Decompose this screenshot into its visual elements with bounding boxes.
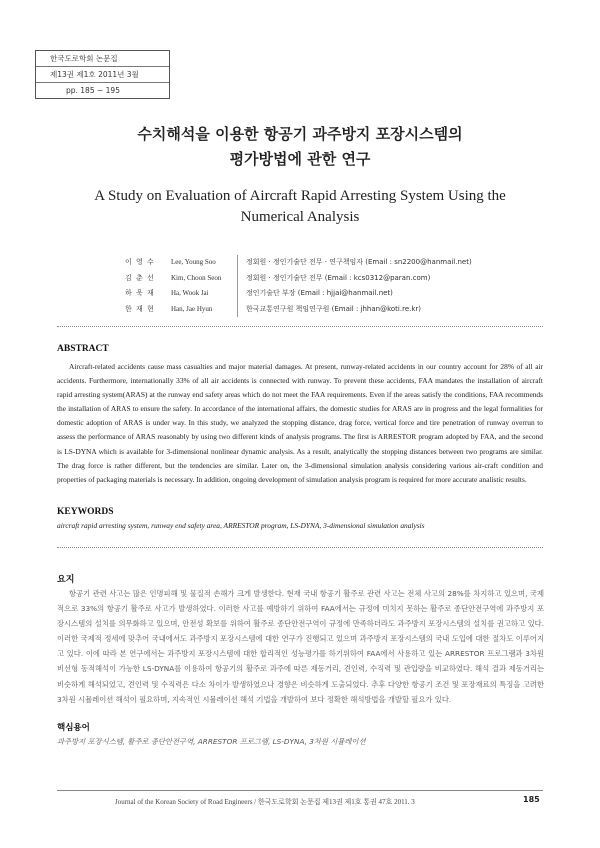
author-name-ko: 김 춘 선: [125, 273, 155, 282]
abstract-text: Aircraft-related accidents cause mass casualties and major material damages. At present, runway-related accidents in our country account for 28% of all air accidents. Furthermore, internationally 33% of all air accidents is connected with runway. To prevent these accidents, FAA mandates the installation of aircraft rapid arresting system(ARAS) at the runway end safety areas which do not meet the FAA requirements. Even if the areas satisfy the conditions, FAA recommends the installation of ARAS to ensure the safety. In accordance of the international affairs, the domestic studies for ARAS are in progress and the legal formalities for domestic adoption of ARAS is under way. In this study, we analyzed the stopping distance, drag force, vertical force and tire penetration of runway overrun to assess the performance of ARAS reasonably by using two different kinds of analysis programs. The first is ARRESTOR program adopted by FAA, and the second is LS-DYNA which is available for 3-dimensional nonlinear dynamic analysis. As a result, analytically the stopping distances between two programs are similar. The drag force is rather different, but the tendencies are similar. Later on, the 3-dimensional simulation analysis considering various air-craft condition and properties of packaging materials is necessary. In addition, ongoing development of simulation analysis program is required for more accurate analistic results.: [57, 362, 543, 484]
journal-pages: pp. 185 ~ 195: [66, 86, 120, 95]
korean-abstract-heading: 요지: [57, 575, 75, 585]
author-affiliation: 정회원 · 정인기술단 전무 (Email : kcs0312@paran.com): [237, 271, 430, 287]
author-row: [125, 302, 545, 318]
abstract-heading: ABSTRACT: [57, 344, 109, 354]
korean-keywords-text: 과주방지 포장시스템, 활주로 종단안전구역, ARRESTOR 프로그램, LS-DYNA, 3차원 시뮬레이션: [57, 737, 366, 746]
author-name-ko: 한 재 현: [125, 304, 155, 313]
journal-info-box: [35, 50, 170, 99]
author-affiliation: 한국교통연구원 책임연구원 (Email : jhhan@koti.re.kr): [237, 302, 421, 318]
author-name-en: Kim, Choon Seon: [171, 273, 222, 282]
author-name-en: Han, Jae Hyun: [171, 304, 213, 313]
journal-name: 한국도로학회 논문집: [36, 51, 169, 67]
korean-keywords-heading: 핵심용어: [57, 723, 90, 733]
english-title-line2: Numerical Analysis: [240, 209, 360, 225]
korean-title-line2: 평가방법에 관한 연구: [229, 150, 371, 168]
author-row: [125, 271, 545, 287]
author-name-en: Ha, Wook Jai: [171, 289, 209, 297]
divider: [57, 326, 543, 327]
korean-title-line1: 수치해석을 이용한 항공기 과주방지 포장시스템의: [137, 125, 463, 143]
journal-issue: 제13권 제1호 2011년 3월: [36, 67, 169, 83]
author-affiliation: 정회원 · 정인기술단 전무 · 연구책임자 (Email : sn2200@hanmail.net): [237, 255, 472, 271]
english-title: [0, 186, 600, 228]
footer-journal: Journal of the Korean Society of Road Engineers / 한국도로학회 논문집 제13권 제1호 통권 47호 2011. 3: [115, 798, 415, 806]
author-name-ko: 하 욱 재: [125, 289, 155, 297]
author-row: [125, 255, 545, 271]
keywords-text: aircraft rapid arresting system, runway end safety area, ARRESTOR program, LS-DYNA, 3-dimensional simulation analysis: [57, 521, 425, 530]
korean-title: [0, 122, 600, 172]
footer-divider: [57, 790, 543, 791]
author-row: [125, 286, 545, 302]
english-title-line1: A Study on Evaluation of Aircraft Rapid Arresting System Using the: [94, 188, 506, 204]
keywords-heading: KEYWORDS: [57, 507, 114, 517]
author-name-ko: 이 영 수: [125, 258, 155, 266]
korean-abstract-text: 항공기 관련 사고는 많은 인명피해 및 물질적 손해가 크게 발생한다. 현재 국내 항공기 활주로 관련 사고는 전체 사고의 28%를 차지하고 있으며, 국제적으로 33%의 항공기 활주로 사고가 발생하였다. 이러한 사고를 예방하기 위하여 FAA에서는 규정에 미치지 못하는 활주로 종단안전구역에 과주방지 포장시스템의 설치를 의무화하고 있으며, 안전성 확보를 위하여 활주로 종단안전구역이 규정에 만족하더라도 과주방지 포장시스템의 설치를 권고하고 있다. 이러한 국제적 정세에 맞추어 국내에서도 과주방지 포장시스템에 대한 연구가 진행되고 있으며 과주방지 포장시스템의 국내 도입에 대한 절차도 이루어지고 있다. 이에 따라 본 연구에서는 과주방지 포장시스템에 대한 합리적인 성능평가를 하기위하여 FAA에서 사용하고 있는 ARRESTOR 프로그램과 3차원 비선형 동적해석이 가능한 LS-DYNA를 이용하여 항공기의 활주로 과주에 따른 제동거리, 견인력, 수직력 및 관입량을 비교하였다. 해석 결과 제동거리는 비슷하게 해석되었고, 견인력 및 수직력은 다소 차이가 발생하였으나 경향은 비슷하게 도출되었다. 추후 다양한 항공기 조건 및 포장재료의 특징을 고려한 3차원 시뮬레이션 해석이 필요하며, 지속적인 시뮬레이션 해석 기법을 개발하여 보다 정확한 해석방법을 개발할 필요가 있다.: [57, 589, 544, 704]
author-name-en: Lee, Young Soo: [171, 258, 216, 266]
author-list: [125, 255, 545, 317]
divider: [57, 547, 543, 548]
page-number: 185: [523, 795, 540, 804]
author-affiliation: 정인기술단 부장 (Email : hjjai@hanmail.net): [237, 286, 393, 302]
